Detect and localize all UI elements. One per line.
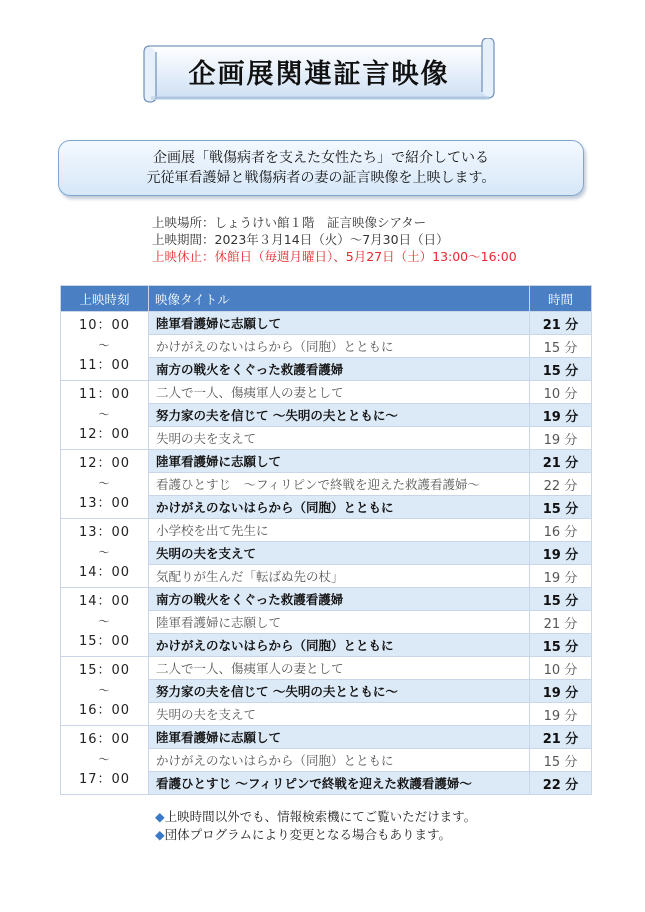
end-time: 17：00 <box>78 772 131 787</box>
intro-box <box>58 140 584 196</box>
duration-cell: 19 分 <box>530 565 592 588</box>
video-title-cell: 小学校を出て先生に <box>149 519 530 542</box>
duration-cell: 15 分 <box>530 634 592 657</box>
time-range-tilde: 〜 <box>98 408 111 421</box>
video-title-cell: 努力家の夫を信じて 〜失明の夫とともに〜 <box>149 680 530 703</box>
video-title-cell: かけがえのないはらから（同胞）とともに <box>149 335 530 358</box>
header-title: 映像タイトル <box>149 286 530 312</box>
table-row <box>61 726 592 749</box>
video-title-cell: 看護ひとすじ 〜フィリピンで終戦を迎えた救護看護婦〜 <box>149 772 530 795</box>
start-time: 11：00 <box>78 387 131 402</box>
end-time: 11：00 <box>78 358 131 373</box>
table-row <box>61 312 592 335</box>
video-title-cell: 失明の夫を支えて <box>149 427 530 450</box>
table-row <box>61 519 592 542</box>
diamond-bullet-icon: ◆ <box>155 827 165 842</box>
end-time: 14：00 <box>78 565 131 580</box>
time-slot-cell <box>61 450 149 519</box>
duration-cell: 19 分 <box>530 703 592 726</box>
video-title-cell: 失明の夫を支えて <box>149 703 530 726</box>
duration-cell: 19 分 <box>530 404 592 427</box>
time-slot-cell <box>61 657 149 726</box>
title-banner <box>140 38 498 104</box>
duration-cell: 10 分 <box>530 657 592 680</box>
end-time: 13：00 <box>78 496 131 511</box>
video-title-cell: 陸軍看護婦に志願して <box>149 611 530 634</box>
intro-line-1: 企画展「戦傷病者を支えた女性たち」で紹介している <box>153 150 489 166</box>
duration-cell: 21 分 <box>530 312 592 335</box>
table-row <box>61 450 592 473</box>
end-time: 16：00 <box>78 703 131 718</box>
video-title-cell: 陸軍看護婦に志願して <box>149 312 530 335</box>
duration-cell: 22 分 <box>530 772 592 795</box>
start-time: 14：00 <box>78 594 131 609</box>
duration-cell: 19 分 <box>530 680 592 703</box>
diamond-bullet-icon: ◆ <box>155 809 165 824</box>
video-title-cell: 気配りが生んだ「転ばぬ先の杖」 <box>149 565 530 588</box>
table-row <box>61 588 592 611</box>
duration-cell: 15 分 <box>530 496 592 519</box>
time-slot-cell <box>61 726 149 795</box>
header-duration: 時間 <box>530 286 592 312</box>
duration-cell: 15 分 <box>530 335 592 358</box>
video-title-cell: 失明の夫を支えて <box>149 542 530 565</box>
start-time: 13：00 <box>78 525 131 540</box>
table-header-row <box>61 286 592 312</box>
duration-cell: 21 分 <box>530 611 592 634</box>
duration-cell: 19 分 <box>530 542 592 565</box>
start-time: 12：00 <box>78 456 131 471</box>
intro-line-2: 元従軍看護婦と戦傷病者の妻の証言映像を上映します。 <box>146 170 496 186</box>
end-time: 12：00 <box>78 427 131 442</box>
screening-info <box>152 214 517 265</box>
note-2 <box>155 826 476 844</box>
duration-cell: 15 分 <box>530 588 592 611</box>
time-slot-cell <box>61 312 149 381</box>
duration-cell: 15 分 <box>530 358 592 381</box>
end-time: 15：00 <box>78 634 131 649</box>
table-row <box>61 657 592 680</box>
video-title-cell: 二人で一人、傷痍軍人の妻として <box>149 381 530 404</box>
duration-cell: 21 分 <box>530 450 592 473</box>
video-title-cell: 陸軍看護婦に志願して <box>149 450 530 473</box>
time-range-tilde: 〜 <box>98 753 111 766</box>
page-title: 企画展関連証言映像 <box>188 58 450 90</box>
duration-cell: 10 分 <box>530 381 592 404</box>
video-title-cell: 南方の戦火をくぐった救護看護婦 <box>149 588 530 611</box>
start-time: 10：00 <box>78 318 131 333</box>
duration-cell: 15 分 <box>530 749 592 772</box>
note-2-text: 団体プログラムにより変更となる場合もあります。 <box>164 827 452 842</box>
video-title-cell: 努力家の夫を信じて 〜失明の夫とともに〜 <box>149 404 530 427</box>
video-title-cell: かけがえのないはらから（同胞）とともに <box>149 496 530 519</box>
notes <box>155 808 476 844</box>
video-title-cell: 南方の戦火をくぐった救護看護婦 <box>149 358 530 381</box>
start-time: 16：00 <box>78 732 131 747</box>
time-range-tilde: 〜 <box>98 339 111 352</box>
time-slot-cell <box>61 519 149 588</box>
note-1-text: 上映時間以外でも、情報検索機にてご覧いただけます。 <box>164 809 477 824</box>
header-time: 上映時刻 <box>61 286 149 312</box>
period-text: 上映期間：2023年３月14日（火）〜7月30日（日） <box>152 232 449 247</box>
video-title-cell: 看護ひとすじ 〜フィリピンで終戦を迎えた救護看護婦〜 <box>149 473 530 496</box>
video-title-cell: かけがえのないはらから（同胞）とともに <box>149 634 530 657</box>
time-range-tilde: 〜 <box>98 684 111 697</box>
video-title-cell: 二人で一人、傷痍軍人の妻として <box>149 657 530 680</box>
time-range-tilde: 〜 <box>98 546 111 559</box>
time-slot-cell <box>61 588 149 657</box>
duration-cell: 16 分 <box>530 519 592 542</box>
duration-cell: 21 分 <box>530 726 592 749</box>
time-slot-cell <box>61 381 149 450</box>
duration-cell: 22 分 <box>530 473 592 496</box>
closed-notice: 上映休止：休館日（毎週月曜日）、5月27日（土）13:00〜16:00 <box>152 249 517 264</box>
table-row <box>61 381 592 404</box>
venue-text: 上映場所：しょうけい館１階 証言映像シアター <box>152 215 427 230</box>
schedule-table <box>60 285 592 795</box>
duration-cell: 19 分 <box>530 427 592 450</box>
schedule-body <box>61 312 592 795</box>
video-title-cell: 陸軍看護婦に志願して <box>149 726 530 749</box>
note-1 <box>155 808 476 826</box>
time-range-tilde: 〜 <box>98 477 111 490</box>
video-title-cell: かけがえのないはらから（同胞）とともに <box>149 749 530 772</box>
time-range-tilde: 〜 <box>98 615 111 628</box>
start-time: 15：00 <box>78 663 131 678</box>
